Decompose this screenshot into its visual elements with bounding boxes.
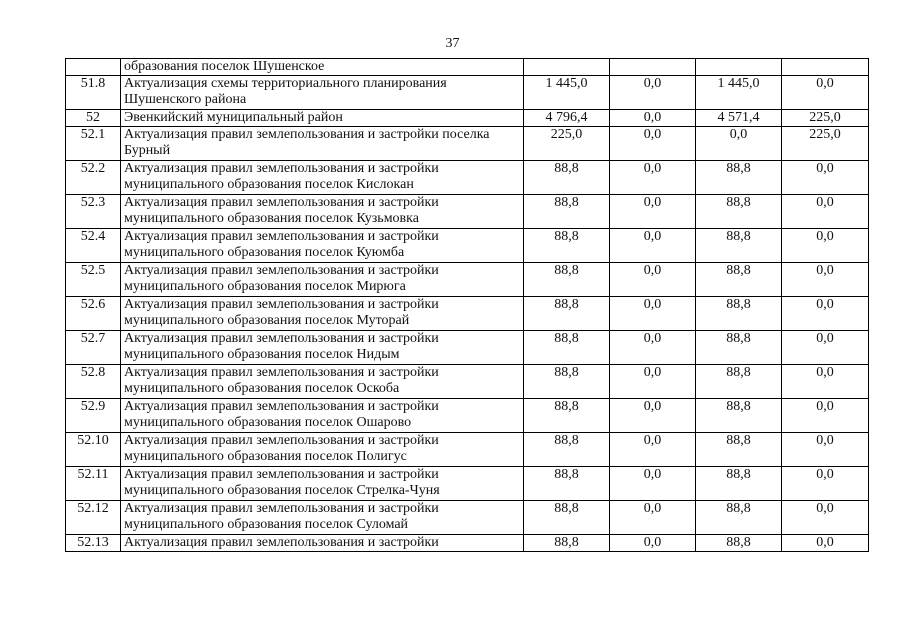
- description-cell: Актуализация правил землепользования и застройки муниципального образования поселок Ошарово: [121, 399, 524, 433]
- row-number-cell: 52.4: [66, 229, 121, 263]
- total-cell: 88,8: [524, 229, 610, 263]
- row-number-cell: 52: [66, 110, 121, 127]
- value-2-cell: 0,0: [610, 501, 696, 535]
- row-number-cell: 52.13: [66, 535, 121, 552]
- value-2-cell: [610, 59, 696, 76]
- value-3-cell: 88,8: [696, 501, 782, 535]
- value-3-cell: 4 571,4: [696, 110, 782, 127]
- table-row: [66, 59, 869, 76]
- description-cell: Актуализация правил землепользования и застройки муниципального образования поселок Оскоба: [121, 365, 524, 399]
- total-cell: 225,0: [524, 127, 610, 161]
- value-3-cell: 88,8: [696, 297, 782, 331]
- table-row: [66, 195, 869, 229]
- value-3-cell: 88,8: [696, 365, 782, 399]
- description-cell: Актуализация правил землепользования и застройки муниципального образования поселок Кислокан: [121, 161, 524, 195]
- description-cell: Актуализация правил землепользования и застройки муниципального образования поселок Стрелка-Чуня: [121, 467, 524, 501]
- row-number-cell: 52.7: [66, 331, 121, 365]
- description-cell: Актуализация правил землепользования и застройки поселка Бурный: [121, 127, 524, 161]
- value-3-cell: 1 445,0: [696, 76, 782, 110]
- total-cell: 88,8: [524, 297, 610, 331]
- value-2-cell: 0,0: [610, 297, 696, 331]
- description-cell: Актуализация правил землепользования и застройки муниципального образования поселок Суломай: [121, 501, 524, 535]
- table-row: [66, 399, 869, 433]
- value-4-cell: 0,0: [782, 297, 869, 331]
- value-2-cell: 0,0: [610, 263, 696, 297]
- value-3-cell: [696, 59, 782, 76]
- value-4-cell: [782, 59, 869, 76]
- value-4-cell: 225,0: [782, 127, 869, 161]
- table-body: [66, 59, 869, 552]
- value-4-cell: 0,0: [782, 467, 869, 501]
- value-4-cell: 0,0: [782, 501, 869, 535]
- table-row: [66, 127, 869, 161]
- value-2-cell: 0,0: [610, 127, 696, 161]
- value-2-cell: 0,0: [610, 331, 696, 365]
- value-4-cell: 0,0: [782, 195, 869, 229]
- value-2-cell: 0,0: [610, 365, 696, 399]
- value-4-cell: 0,0: [782, 76, 869, 110]
- row-number-cell: 52.8: [66, 365, 121, 399]
- value-2-cell: 0,0: [610, 161, 696, 195]
- description-cell: Актуализация схемы территориального планирования Шушенского района: [121, 76, 524, 110]
- value-4-cell: 0,0: [782, 365, 869, 399]
- value-3-cell: 88,8: [696, 229, 782, 263]
- value-2-cell: 0,0: [610, 399, 696, 433]
- description-cell: Актуализация правил землепользования и застройки: [121, 535, 524, 552]
- value-2-cell: 0,0: [610, 110, 696, 127]
- value-4-cell: 0,0: [782, 331, 869, 365]
- value-3-cell: 0,0: [696, 127, 782, 161]
- table-row: [66, 331, 869, 365]
- description-cell: Эвенкийский муниципальный район: [121, 110, 524, 127]
- row-number-cell: 52.1: [66, 127, 121, 161]
- total-cell: 88,8: [524, 263, 610, 297]
- table-row: [66, 161, 869, 195]
- table-row: [66, 76, 869, 110]
- row-number-cell: 52.3: [66, 195, 121, 229]
- row-number-cell: 52.2: [66, 161, 121, 195]
- table-row: [66, 433, 869, 467]
- value-3-cell: 88,8: [696, 535, 782, 552]
- value-4-cell: 0,0: [782, 399, 869, 433]
- row-number-cell: 52.5: [66, 263, 121, 297]
- row-number-cell: 51.8: [66, 76, 121, 110]
- row-number-cell: 52.10: [66, 433, 121, 467]
- description-cell: Актуализация правил землепользования и застройки муниципального образования поселок Полигус: [121, 433, 524, 467]
- table-row: [66, 467, 869, 501]
- value-4-cell: 0,0: [782, 433, 869, 467]
- total-cell: 88,8: [524, 467, 610, 501]
- row-number-cell: [66, 59, 121, 76]
- row-number-cell: 52.12: [66, 501, 121, 535]
- value-2-cell: 0,0: [610, 433, 696, 467]
- total-cell: 4 796,4: [524, 110, 610, 127]
- description-cell: Актуализация правил землепользования и застройки муниципального образования поселок Куюмба: [121, 229, 524, 263]
- value-3-cell: 88,8: [696, 399, 782, 433]
- budget-table: [65, 58, 869, 552]
- value-2-cell: 0,0: [610, 535, 696, 552]
- total-cell: 1 445,0: [524, 76, 610, 110]
- value-3-cell: 88,8: [696, 195, 782, 229]
- total-cell: 88,8: [524, 433, 610, 467]
- page-number: 37: [445, 36, 460, 51]
- value-2-cell: 0,0: [610, 229, 696, 263]
- total-cell: [524, 59, 610, 76]
- value-3-cell: 88,8: [696, 263, 782, 297]
- value-3-cell: 88,8: [696, 331, 782, 365]
- value-4-cell: 0,0: [782, 263, 869, 297]
- table-row: [66, 110, 869, 127]
- total-cell: 88,8: [524, 535, 610, 552]
- value-2-cell: 0,0: [610, 195, 696, 229]
- total-cell: 88,8: [524, 331, 610, 365]
- table-row: [66, 263, 869, 297]
- table-row: [66, 297, 869, 331]
- description-cell: Актуализация правил землепользования и застройки муниципального образования поселок Кузьмовка: [121, 195, 524, 229]
- value-4-cell: 0,0: [782, 161, 869, 195]
- total-cell: 88,8: [524, 399, 610, 433]
- table-row: [66, 365, 869, 399]
- row-number-cell: 52.9: [66, 399, 121, 433]
- value-4-cell: 0,0: [782, 229, 869, 263]
- total-cell: 88,8: [524, 195, 610, 229]
- value-2-cell: 0,0: [610, 467, 696, 501]
- total-cell: 88,8: [524, 501, 610, 535]
- row-number-cell: 52.6: [66, 297, 121, 331]
- value-4-cell: 0,0: [782, 535, 869, 552]
- total-cell: 88,8: [524, 365, 610, 399]
- total-cell: 88,8: [524, 161, 610, 195]
- value-4-cell: 225,0: [782, 110, 869, 127]
- table-row: [66, 535, 869, 552]
- value-2-cell: 0,0: [610, 76, 696, 110]
- description-cell: Актуализация правил землепользования и застройки муниципального образования поселок Мирюга: [121, 263, 524, 297]
- description-cell: Актуализация правил землепользования и застройки муниципального образования поселок Муторай: [121, 297, 524, 331]
- description-cell: образования поселок Шушенское: [121, 59, 524, 76]
- value-3-cell: 88,8: [696, 161, 782, 195]
- value-3-cell: 88,8: [696, 433, 782, 467]
- description-cell: Актуализация правил землепользования и застройки муниципального образования поселок Нидым: [121, 331, 524, 365]
- value-3-cell: 88,8: [696, 467, 782, 501]
- table-row: [66, 229, 869, 263]
- row-number-cell: 52.11: [66, 467, 121, 501]
- table-row: [66, 501, 869, 535]
